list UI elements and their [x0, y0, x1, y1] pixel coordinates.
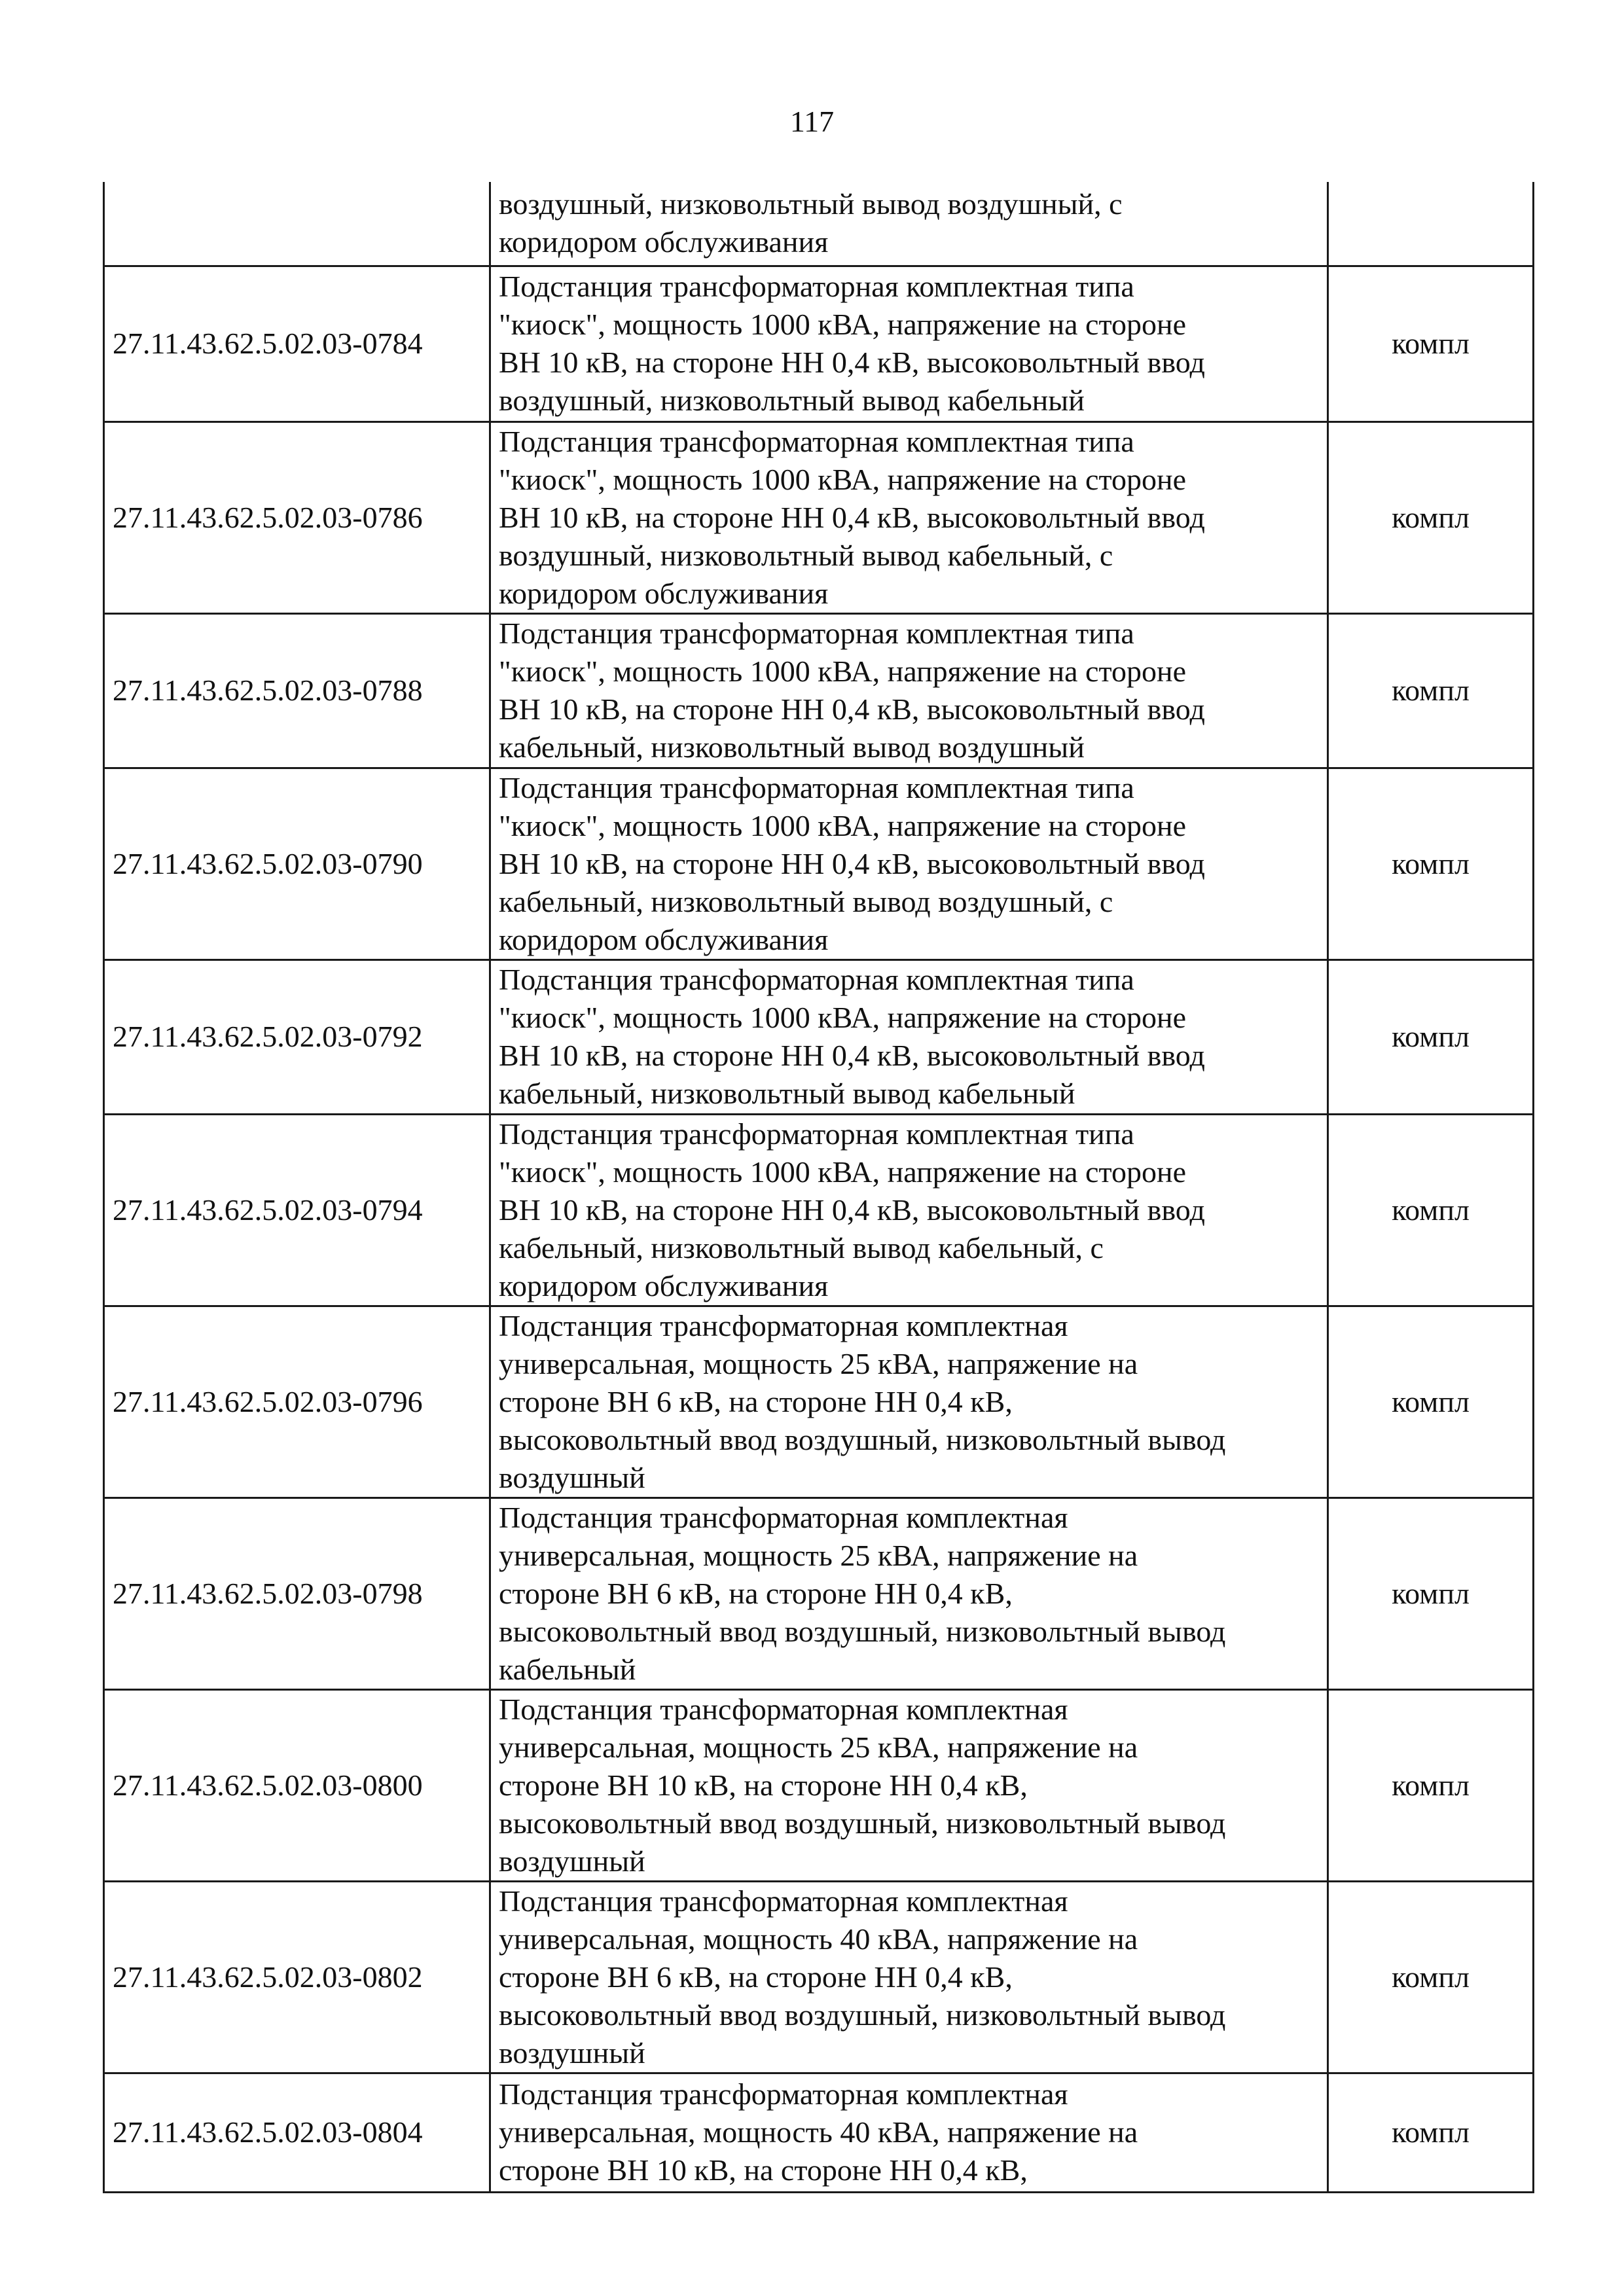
table-row: [104, 613, 1534, 768]
unit-of-measure: компл: [1328, 768, 1534, 960]
resource-code: 27.11.43.62.5.02.03-0796: [104, 1306, 490, 1498]
table-row: [104, 422, 1534, 613]
resource-description: воздушный, низковольтный вывод воздушный, с коридором обслуживания: [490, 182, 1328, 266]
unit-of-measure: компл: [1328, 1881, 1534, 2073]
resource-code: 27.11.43.62.5.02.03-0788: [104, 613, 490, 768]
resource-description: Подстанция трансформаторная комплектная универсальная, мощность 40 кВА, напряжение на стороне ВН 6 кВ, на стороне НН 0,4 кВ, высоковольтный ввод воздушный, низковольтный вывод воздушный: [490, 1881, 1328, 2073]
unit-of-measure: компл: [1328, 1306, 1534, 1498]
table-row: [104, 182, 1534, 266]
resource-description: Подстанция трансформаторная комплектная универсальная, мощность 40 кВА, напряжение на стороне ВН 10 кВ, на стороне НН 0,4 кВ,: [490, 2073, 1328, 2192]
resource-description: Подстанция трансформаторная комплектная типа "киоск", мощность 1000 кВА, напряжение на стороне ВН 10 кВ, на стороне НН 0,4 кВ, высоковольтный ввод кабельный, низковольтный вывод кабельный, с коридором обслуживания: [490, 1114, 1328, 1306]
page-number: 117: [789, 105, 835, 138]
resource-code: 27.11.43.62.5.02.03-0798: [104, 1498, 490, 1689]
resource-code: [104, 182, 490, 266]
resource-description: Подстанция трансформаторная комплектная универсальная, мощность 25 кВА, напряжение на стороне ВН 10 кВ, на стороне НН 0,4 кВ, высоковольтный ввод воздушный, низковольтный вывод воздушный: [490, 1689, 1328, 1881]
unit-of-measure: компл: [1328, 422, 1534, 613]
resource-description: Подстанция трансформаторная комплектная типа "киоск", мощность 1000 кВА, напряжение на стороне ВН 10 кВ, на стороне НН 0,4 кВ, высоковольтный ввод воздушный, низковольтный вывод кабельный, с коридором обслуживания: [490, 422, 1328, 613]
unit-of-measure: компл: [1328, 2073, 1534, 2192]
resource-code: 27.11.43.62.5.02.03-0792: [104, 960, 490, 1114]
unit-of-measure: компл: [1328, 266, 1534, 422]
resource-table: [103, 182, 1534, 2193]
table-row: [104, 960, 1534, 1114]
resource-code: 27.11.43.62.5.02.03-0784: [104, 266, 490, 422]
resource-description: Подстанция трансформаторная комплектная типа "киоск", мощность 1000 кВА, напряжение на стороне ВН 10 кВ, на стороне НН 0,4 кВ, высоковольтный ввод кабельный, низковольтный вывод воздушный, с коридором обслуживания: [490, 768, 1328, 960]
table-row: [104, 266, 1534, 422]
resource-description: Подстанция трансформаторная комплектная универсальная, мощность 25 кВА, напряжение на стороне ВН 6 кВ, на стороне НН 0,4 кВ, высоковольтный ввод воздушный, низковольтный вывод воздушный: [490, 1306, 1328, 1498]
unit-of-measure: компл: [1328, 960, 1534, 1114]
table-row: [104, 768, 1534, 960]
table-row: [104, 1114, 1534, 1306]
unit-of-measure: компл: [1328, 1114, 1534, 1306]
resource-description: Подстанция трансформаторная комплектная типа "киоск", мощность 1000 кВА, напряжение на стороне ВН 10 кВ, на стороне НН 0,4 кВ, высоковольтный ввод кабельный, низковольтный вывод воздушный: [490, 613, 1328, 768]
resource-code: 27.11.43.62.5.02.03-0786: [104, 422, 490, 613]
resource-description: Подстанция трансформаторная комплектная универсальная, мощность 25 кВА, напряжение на стороне ВН 6 кВ, на стороне НН 0,4 кВ, высоковольтный ввод воздушный, низковольтный вывод кабельный: [490, 1498, 1328, 1689]
table-row: [104, 1881, 1534, 2073]
table-row: [104, 1689, 1534, 1881]
resource-code: 27.11.43.62.5.02.03-0794: [104, 1114, 490, 1306]
resource-code: 27.11.43.62.5.02.03-0802: [104, 1881, 490, 2073]
resource-code: 27.11.43.62.5.02.03-0804: [104, 2073, 490, 2192]
table-row: [104, 1498, 1534, 1689]
unit-of-measure: компл: [1328, 1498, 1534, 1689]
resource-description: Подстанция трансформаторная комплектная типа "киоск", мощность 1000 кВА, напряжение на стороне ВН 10 кВ, на стороне НН 0,4 кВ, высоковольтный ввод воздушный, низковольтный вывод кабельный: [490, 266, 1328, 422]
table-row: [104, 1306, 1534, 1498]
resource-description: Подстанция трансформаторная комплектная типа "киоск", мощность 1000 кВА, напряжение на стороне ВН 10 кВ, на стороне НН 0,4 кВ, высоковольтный ввод кабельный, низковольтный вывод кабельный: [490, 960, 1328, 1114]
resource-code: 27.11.43.62.5.02.03-0790: [104, 768, 490, 960]
unit-of-measure: компл: [1328, 1689, 1534, 1881]
table-row: [104, 2073, 1534, 2192]
resource-code: 27.11.43.62.5.02.03-0800: [104, 1689, 490, 1881]
unit-of-measure: [1328, 182, 1534, 266]
unit-of-measure: компл: [1328, 613, 1534, 768]
